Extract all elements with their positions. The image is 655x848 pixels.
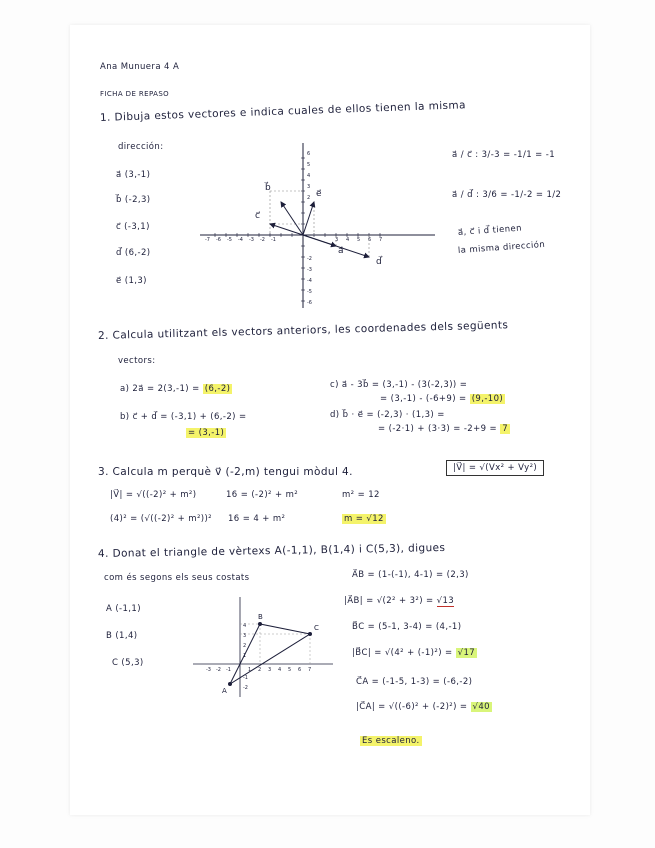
ab-modulus-expr: |A⃗B| = √(2² + 3²) = [344, 596, 434, 606]
svg-text:-1: -1 [243, 675, 248, 681]
svg-text:7: 7 [308, 667, 312, 673]
svg-text:-3: -3 [206, 667, 211, 673]
bc-modulus [352, 648, 477, 658]
svg-text:4: 4 [278, 667, 282, 673]
vector-e: e⃗ (1,3) [116, 276, 147, 286]
svg-text:-3: -3 [307, 267, 312, 273]
svg-text:-1: -1 [271, 237, 276, 243]
ex4-point-c: C (5,3) [112, 658, 144, 668]
svg-text:1: 1 [248, 667, 252, 673]
svg-text:-4: -4 [238, 237, 243, 243]
ca-modulus-result: √40 [472, 702, 490, 712]
ex2-c-expression-2: = (3,-1) - (-6+9) = [380, 394, 467, 404]
svg-text:2: 2 [258, 667, 262, 673]
ex3-line2a: (4)² = (√((-2)² + m²))² [110, 514, 212, 524]
guide-lines [270, 191, 372, 257]
svg-text:5: 5 [288, 667, 292, 673]
svg-text:2: 2 [307, 195, 311, 201]
ex2-a-expression: a) 2a⃗ = 2(3,-1) = [120, 384, 200, 394]
ex4-title: 4. Donat el triangle de vèrtexs A(-1,1), B(1,4) i C(5,3), digues [97, 541, 446, 560]
svg-text:4: 4 [346, 237, 350, 243]
ratio-a-c: a⃗ / c⃗ : 3/-3 = -1/1 = -1 [452, 150, 556, 160]
ex4-point-a: A (-1,1) [106, 604, 141, 614]
ex2-title-2: vectors: [118, 356, 156, 366]
ca-vector: C⃗A = (-1-5, 1-3) = (-6,-2) [356, 677, 473, 687]
ex2-b-expr: b) c⃗ + d⃗ = (-3,1) + (6,-2) = [120, 412, 247, 422]
ex4-answer [360, 736, 422, 746]
tri-label-c: C [314, 624, 319, 632]
vector-b-arrow [281, 202, 303, 235]
tri-vertex-c [308, 632, 312, 636]
vector-c: c⃗ (-3,1) [116, 222, 150, 232]
tri-vertex-a [228, 682, 232, 686]
ex4-title-2: com és segons els seus costats [104, 573, 250, 583]
ex4-answer-highlight: Es escaleno. [362, 736, 420, 746]
ex2-c-result: (9,-10) [471, 394, 504, 404]
svg-text:-5: -5 [227, 237, 232, 243]
svg-text:-4: -4 [307, 278, 312, 284]
student-name: Ana Munuera 4 A [100, 62, 180, 72]
triangle-abc [230, 624, 310, 684]
ex1-conclusion-1: a⃗, c⃗ i d⃗ tienen [457, 223, 523, 238]
svg-text:-2: -2 [260, 237, 265, 243]
svg-text:-6: -6 [307, 300, 312, 306]
svg-text:-2: -2 [216, 667, 221, 673]
ex3-line2b: 16 = 4 + m² [228, 514, 286, 524]
ex3-line2c [342, 514, 386, 524]
ex2-d-result: 7 [502, 424, 508, 434]
ex2-title: 2. Calcula utilitzant els vectors anteriors, les coordenades dels següents [97, 319, 509, 342]
graph-label-c: c⃗ [255, 211, 260, 221]
ca-modulus-expr: |C⃗A| = √((-6)² + (-2)²) = [356, 702, 468, 712]
vector-e-arrow [303, 202, 314, 235]
graph-label-d: d⃗ [376, 257, 382, 267]
bc-modulus-expr: |B⃗C| = √(4² + (-1)²) = [352, 648, 453, 658]
ex1-title-2: dirección: [118, 142, 164, 152]
graph-label-a: a⃗ [338, 246, 344, 256]
vector-c-arrow [270, 224, 303, 235]
vector-a: a⃗ (3,-1) [116, 170, 151, 180]
ex3-formula-box: |V⃗| = √(Vx² + Vy²) [446, 460, 544, 476]
svg-text:7: 7 [379, 237, 383, 243]
svg-text:-2: -2 [307, 256, 312, 262]
svg-text:3: 3 [243, 633, 247, 639]
ex3-result: m = √12 [344, 514, 384, 524]
ex3-line1a: |V⃗| = √((-2)² + m²) [110, 490, 197, 500]
graph-label-e: e⃗ [316, 189, 322, 199]
ab-modulus [344, 596, 454, 606]
svg-text:-7: -7 [205, 237, 210, 243]
ex2-a-expr [120, 384, 232, 394]
svg-text:4: 4 [307, 173, 311, 179]
svg-text:2: 2 [243, 643, 247, 649]
ex2-d-expression-2: = (-2·1) + (3·3) = -2+9 = [378, 424, 498, 434]
svg-text:1: 1 [243, 653, 247, 659]
tri-tick-labels [206, 623, 311, 691]
tri-vertex-b [258, 622, 262, 626]
worksheet-subtitle: FICHA DE REPASO [100, 90, 170, 98]
ex2-b-result-highlight: = (3,-1) [188, 428, 225, 438]
svg-text:6: 6 [307, 151, 311, 157]
ex2-d-expr: d) b⃗ · e⃗ = (-2,3) · (1,3) = [330, 410, 445, 420]
ex1-conclusion-2: la misma dirección [457, 239, 546, 256]
svg-text:-1: -1 [226, 667, 231, 673]
tri-label-a: A [222, 687, 227, 695]
svg-text:4: 4 [243, 623, 247, 629]
svg-text:-3: -3 [249, 237, 254, 243]
svg-text:5: 5 [357, 237, 361, 243]
vector-b: b⃗ (-2,3) [116, 195, 151, 205]
ex2-a-result: (6,-2) [204, 384, 231, 394]
svg-text:5: 5 [307, 162, 311, 168]
ratio-a-d: a⃗ / d⃗ : 3/6 = -1/-2 = 1/2 [452, 190, 562, 200]
svg-text:-6: -6 [216, 237, 221, 243]
ca-modulus [356, 702, 492, 712]
svg-text:6: 6 [298, 667, 302, 673]
ex3-title: 3. Calcula m perquè v⃗ (-2,m) tengui mòdul 4. [98, 466, 353, 478]
vector-d: d⃗ (6,-2) [116, 248, 151, 258]
ex1-title: 1. Dibuja estos vectores e indica cuales de ellos tienen la misma [99, 99, 467, 124]
svg-text:3: 3 [307, 184, 311, 190]
svg-text:-5: -5 [307, 289, 312, 295]
ex2-c-expr-2 [380, 394, 505, 404]
bc-modulus-result: √17 [457, 648, 476, 658]
graph-label-b: b⃗ [265, 183, 271, 193]
ex4-triangle-graph [188, 592, 338, 702]
ab-modulus-result: √13 [436, 596, 455, 606]
axis-tick-labels [205, 151, 382, 306]
axis-ticks [215, 158, 383, 301]
ex3-line1b: 16 = (-2)² + m² [226, 490, 299, 500]
ex1-vector-graph [195, 138, 440, 313]
ex4-point-b: B (1,4) [106, 631, 138, 641]
svg-text:6: 6 [368, 237, 372, 243]
bc-vector: B⃗C = (5-1, 3-4) = (4,-1) [352, 622, 462, 632]
ex2-c-expr: c) a⃗ - 3b⃗ = (3,-1) - (3(-2,3)) = [330, 380, 468, 390]
svg-text:3: 3 [268, 667, 272, 673]
ex2-b-result [186, 428, 226, 438]
svg-text:3: 3 [335, 237, 339, 243]
ex2-d-expr-2 [378, 424, 510, 434]
svg-text:-2: -2 [243, 685, 248, 691]
ex3-line1c: m² = 12 [342, 490, 380, 500]
tri-label-b: B [258, 613, 263, 621]
ab-vector: A⃗B = (1-(-1), 4-1) = (2,3) [352, 570, 469, 580]
